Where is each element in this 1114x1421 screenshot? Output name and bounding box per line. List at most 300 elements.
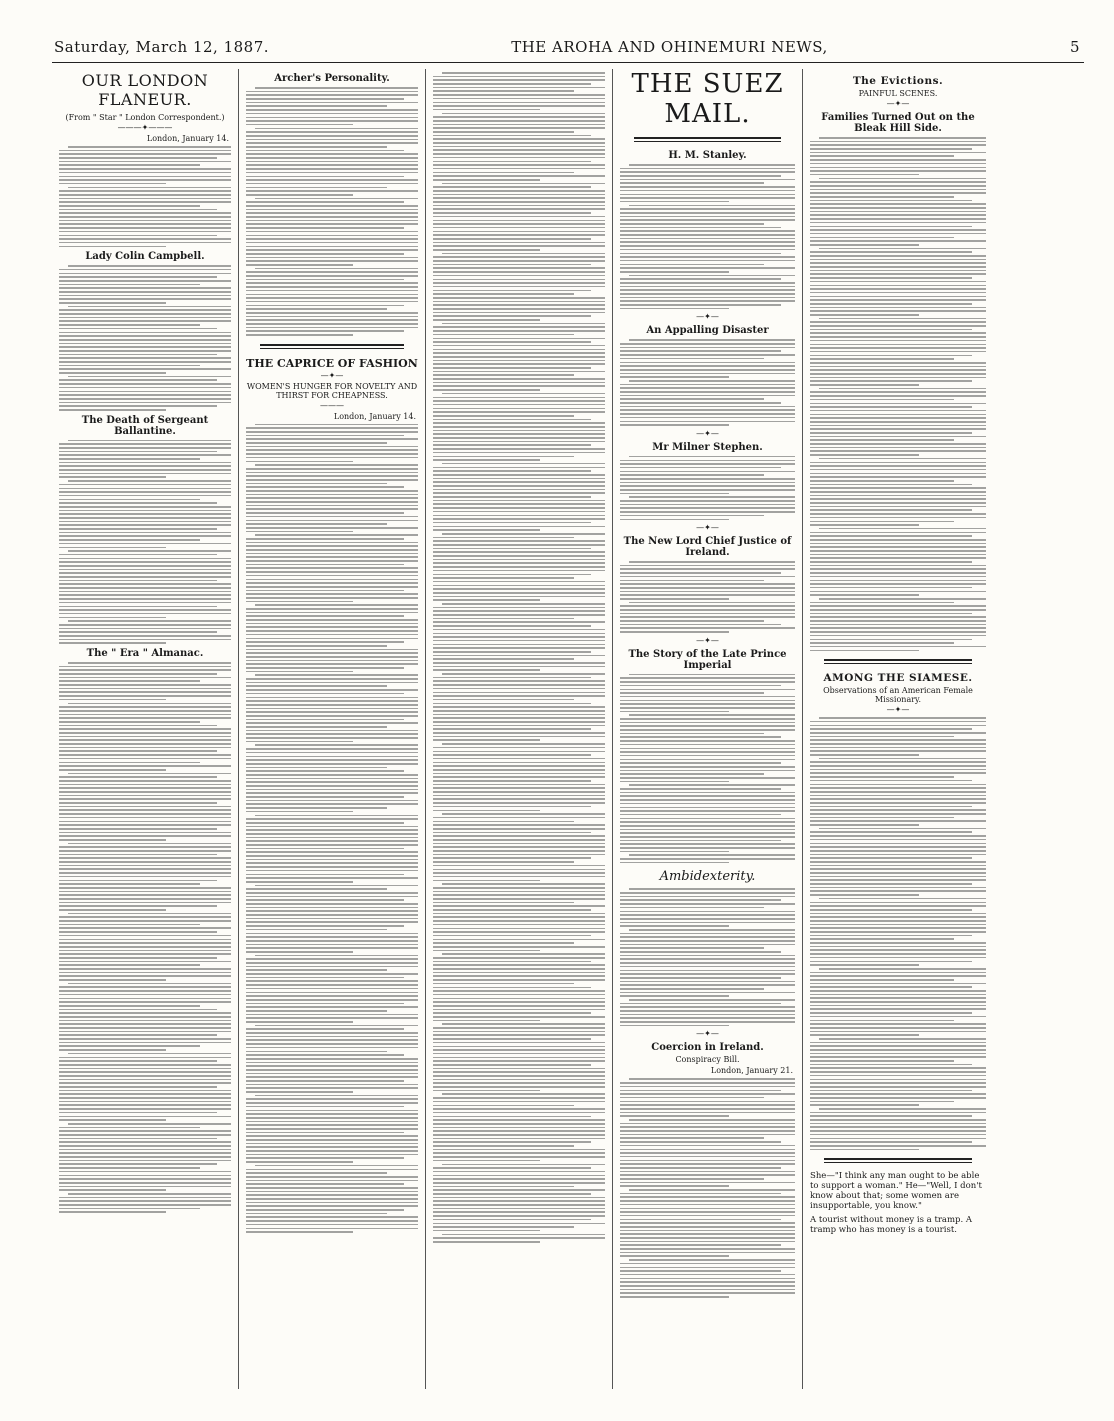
text-line — [810, 839, 986, 841]
body-text — [620, 1078, 795, 1297]
text-line — [433, 961, 591, 963]
text-line — [433, 301, 605, 303]
text-line — [433, 437, 605, 439]
text-line — [246, 789, 418, 791]
text-line — [433, 666, 605, 668]
text-line — [246, 575, 418, 577]
text-line — [810, 347, 986, 349]
text-line — [433, 544, 605, 546]
text-line — [810, 355, 972, 357]
text-line — [433, 548, 591, 550]
text-line — [433, 216, 605, 218]
text-line — [59, 946, 231, 948]
text-line — [810, 865, 986, 867]
text-line — [433, 249, 540, 251]
text-line — [246, 870, 418, 872]
text-line — [810, 395, 986, 397]
text-line — [433, 935, 591, 937]
text-line — [810, 754, 919, 756]
text-line — [620, 773, 764, 775]
text-line — [810, 303, 972, 305]
text-line — [59, 484, 231, 486]
text-line — [819, 178, 986, 180]
text-line — [59, 1152, 231, 1154]
text-line — [246, 962, 418, 964]
text-line — [620, 903, 795, 905]
text-line — [68, 146, 231, 148]
text-line — [246, 235, 418, 237]
text-line — [620, 984, 795, 986]
text-line — [68, 773, 231, 775]
text-line — [433, 433, 605, 435]
text-line — [433, 245, 605, 247]
divider: —✦— — [696, 312, 719, 322]
text-line — [620, 1104, 795, 1106]
text-line — [620, 788, 781, 790]
text-line — [246, 678, 418, 680]
article-heading-london-flaneur: OUR LONDON FLANEUR. — [81, 71, 209, 109]
text-line — [620, 836, 795, 838]
text-line — [810, 646, 986, 648]
text-line — [620, 616, 795, 618]
text-line — [620, 832, 795, 834]
text-line — [433, 90, 574, 92]
text-line — [246, 984, 418, 986]
text-line — [246, 630, 418, 632]
text-line — [246, 164, 418, 166]
text-line — [810, 226, 972, 228]
text-line — [810, 377, 986, 379]
text-line — [246, 1194, 418, 1196]
text-line — [620, 1145, 795, 1147]
text-line — [433, 784, 605, 786]
text-line — [246, 866, 418, 868]
text-line — [246, 899, 404, 901]
text-line — [810, 307, 986, 309]
text-line — [433, 732, 605, 734]
text-line — [59, 238, 231, 240]
text-line — [433, 824, 605, 826]
text-line — [620, 219, 795, 221]
text-line — [59, 602, 231, 604]
text-line — [620, 825, 795, 827]
text-line — [620, 286, 795, 288]
text-line — [620, 238, 795, 240]
text-line — [810, 450, 986, 452]
text-line — [620, 212, 795, 214]
text-line — [620, 700, 795, 702]
text-line — [246, 187, 387, 189]
text-line — [810, 565, 986, 567]
text-line — [810, 233, 986, 235]
text-line — [59, 1005, 200, 1007]
text-line — [59, 1204, 231, 1206]
text-line — [810, 953, 986, 955]
text-line — [810, 296, 986, 298]
masthead-rule — [52, 62, 1084, 63]
text-line — [246, 427, 418, 429]
text-line — [59, 769, 166, 771]
text-line — [810, 846, 986, 848]
text-line — [433, 780, 591, 782]
text-line — [620, 1285, 795, 1287]
text-line — [433, 1105, 574, 1107]
text-line — [620, 1208, 795, 1210]
text-line — [629, 380, 795, 382]
text-line — [433, 1097, 605, 1099]
text-line — [620, 777, 795, 779]
text-line — [620, 485, 795, 487]
text-line — [620, 308, 729, 310]
text-line — [810, 728, 972, 730]
text-line — [620, 1182, 795, 1184]
text-line — [59, 968, 231, 970]
text-line — [433, 751, 605, 753]
text-line — [433, 894, 605, 896]
text-line — [810, 1104, 919, 1106]
text-line — [246, 231, 418, 233]
text-line — [59, 961, 231, 963]
text-line — [620, 847, 795, 849]
text-line — [433, 680, 605, 682]
text-line — [246, 153, 418, 155]
text-line — [810, 462, 986, 464]
text-line — [810, 1049, 986, 1051]
text-line — [620, 620, 764, 622]
text-line — [59, 721, 200, 723]
text-line — [810, 650, 919, 652]
text-line — [810, 721, 986, 723]
text-line — [810, 1082, 986, 1084]
text-line — [433, 518, 605, 520]
text-line — [246, 619, 418, 621]
text-line — [433, 1215, 605, 1217]
text-line — [819, 248, 986, 250]
text-line — [810, 820, 986, 822]
text-line — [59, 313, 231, 315]
text-line — [620, 168, 795, 170]
text-line — [810, 155, 954, 157]
text-line — [810, 196, 954, 198]
text-line — [810, 961, 972, 963]
text-line — [433, 950, 540, 952]
text-line — [59, 894, 231, 896]
text-line — [810, 524, 919, 526]
text-line — [59, 868, 231, 870]
text-line — [620, 197, 795, 199]
text-line — [246, 1039, 418, 1041]
text-line — [810, 780, 972, 782]
text-line — [433, 998, 605, 1000]
text-line — [620, 725, 795, 727]
subheading-prince-imperial: The Story of the Late Prince Imperial — [628, 648, 787, 671]
text-line — [255, 815, 418, 817]
text-line — [59, 1075, 231, 1077]
text-line — [433, 806, 591, 808]
text-line — [433, 127, 605, 129]
text-line — [246, 461, 353, 463]
text-line — [59, 628, 231, 630]
text-line — [59, 699, 166, 701]
text-line — [810, 428, 986, 430]
text-line — [246, 818, 418, 820]
text-line — [433, 695, 605, 697]
text-line — [810, 251, 972, 253]
text-line — [246, 571, 418, 573]
text-line — [810, 336, 986, 338]
text-line — [433, 706, 605, 708]
text-line — [246, 1062, 418, 1064]
text-line — [810, 824, 919, 826]
text-line — [433, 242, 605, 244]
text-line — [433, 1197, 605, 1199]
text-line — [433, 810, 540, 812]
text-line — [68, 440, 231, 442]
text-line — [810, 868, 986, 870]
text-line — [246, 523, 387, 525]
text-line — [433, 710, 605, 712]
text-line — [433, 939, 605, 941]
article-source: (From " Star " London Correspondent.) — [65, 113, 225, 122]
text-line — [620, 304, 781, 306]
text-line — [433, 98, 605, 100]
text-line — [59, 684, 231, 686]
text-line — [246, 453, 418, 455]
text-line — [246, 586, 418, 588]
text-line — [810, 521, 954, 523]
text-line — [59, 972, 231, 974]
text-line — [59, 598, 231, 600]
text-line — [433, 138, 605, 140]
text-line — [810, 942, 986, 944]
text-line — [246, 305, 404, 307]
text-line — [246, 977, 404, 979]
text-line — [246, 109, 418, 111]
text-line — [433, 537, 574, 539]
text-line — [433, 227, 605, 229]
text-line — [59, 642, 166, 644]
text-line — [59, 780, 231, 782]
column-1 — [52, 69, 239, 1389]
text-line — [246, 579, 418, 581]
text-line — [59, 524, 231, 526]
text-line — [246, 951, 353, 953]
text-line — [59, 350, 231, 352]
text-line — [433, 1208, 605, 1210]
text-line — [629, 1189, 795, 1191]
text-line — [433, 330, 605, 332]
text-line — [620, 482, 795, 484]
text-line — [620, 981, 795, 983]
text-line — [59, 168, 231, 170]
text-line — [433, 1020, 540, 1022]
text-line — [59, 357, 231, 359]
text-line — [810, 554, 986, 556]
text-line — [433, 345, 605, 347]
columns — [52, 69, 1084, 1389]
text-line — [433, 102, 605, 104]
text-line — [59, 680, 200, 682]
text-line — [246, 1172, 387, 1174]
text-line — [810, 583, 986, 585]
text-line — [442, 72, 605, 74]
issue-date: Saturday, March 12, 1887. — [54, 38, 270, 56]
text-line — [442, 673, 605, 675]
subheading-archers-personality: Archer's Personality. — [274, 73, 390, 84]
text-line — [620, 1241, 795, 1243]
masthead — [52, 38, 1084, 62]
text-line — [59, 339, 231, 341]
text-line — [59, 280, 231, 282]
text-line — [433, 979, 605, 981]
text-line — [810, 159, 986, 161]
text-line — [620, 471, 795, 473]
text-line — [59, 1020, 231, 1022]
text-line — [246, 844, 418, 846]
text-line — [620, 406, 795, 408]
text-line — [255, 128, 418, 130]
text-line — [620, 293, 795, 295]
text-line — [59, 476, 166, 478]
text-line — [810, 480, 954, 482]
text-line — [59, 750, 217, 752]
text-line — [433, 1138, 605, 1140]
text-line — [59, 227, 231, 229]
text-line — [246, 770, 404, 772]
text-line — [620, 1237, 795, 1239]
text-line — [810, 1126, 986, 1128]
text-line — [810, 222, 986, 224]
text-line — [620, 1003, 781, 1005]
text-line — [620, 922, 795, 924]
text-line — [810, 1016, 986, 1018]
text-line — [246, 697, 418, 699]
text-line — [255, 1025, 418, 1027]
text-line — [59, 194, 231, 196]
text-line — [246, 468, 418, 470]
text-line — [59, 898, 231, 900]
text-line — [246, 800, 418, 802]
text-line — [433, 234, 605, 236]
text-line — [246, 1102, 418, 1104]
text-line — [59, 383, 231, 385]
body-text — [620, 888, 795, 1026]
text-line — [59, 821, 231, 823]
body-text — [246, 424, 418, 1233]
text-line — [433, 1160, 540, 1162]
text-line — [59, 806, 231, 808]
text-line — [433, 762, 605, 764]
text-line — [810, 765, 986, 767]
text-line — [433, 987, 591, 989]
text-line — [433, 876, 605, 878]
text-line — [620, 387, 795, 389]
text-line — [246, 1205, 418, 1207]
text-line — [255, 885, 418, 887]
text-line — [246, 973, 418, 975]
text-line — [59, 905, 217, 907]
text-line — [246, 1132, 404, 1134]
text-line — [59, 1093, 231, 1095]
text-line — [59, 677, 231, 679]
text-line — [433, 983, 574, 985]
text-line — [433, 928, 605, 930]
text-line — [620, 1112, 795, 1114]
text-line — [810, 332, 986, 334]
text-line — [620, 1014, 795, 1016]
text-line — [59, 758, 231, 760]
article-heading-caprice-of-fashion: THE CAPRICE OF FASHION — [246, 356, 418, 370]
text-line — [433, 408, 605, 410]
text-line — [629, 496, 795, 498]
text-line — [810, 325, 986, 327]
text-line — [433, 349, 605, 351]
text-line — [246, 671, 353, 673]
text-line — [433, 669, 540, 671]
article-heading-siamese: AMONG THE SIAMESE. — [823, 672, 973, 685]
text-line — [620, 925, 729, 927]
text-line — [59, 765, 231, 767]
text-line — [59, 854, 217, 856]
text-line — [246, 172, 418, 174]
text-line — [433, 644, 605, 646]
text-line — [810, 613, 972, 615]
text-line — [246, 689, 418, 691]
text-line — [246, 623, 418, 625]
text-line — [620, 1123, 795, 1125]
text-line — [433, 684, 605, 686]
text-line — [810, 605, 986, 607]
text-line — [620, 962, 795, 964]
section-rule — [634, 137, 781, 142]
text-line — [620, 914, 795, 916]
text-line — [433, 94, 605, 96]
text-line — [810, 532, 986, 534]
article-subheading-families: Families Turned Out on the Bleak Hill Side. — [821, 112, 975, 134]
text-line — [59, 1097, 231, 1099]
text-line — [810, 843, 986, 845]
text-line — [246, 1110, 418, 1112]
text-line — [433, 1009, 605, 1011]
text-line — [433, 397, 605, 399]
text-line — [620, 703, 795, 705]
text-line — [59, 1197, 231, 1199]
text-line — [246, 634, 418, 636]
text-line — [246, 549, 418, 551]
text-line — [433, 574, 591, 576]
text-line — [810, 591, 986, 593]
text-line — [810, 850, 986, 852]
text-line — [620, 500, 795, 502]
text-line — [442, 1234, 605, 1236]
text-line — [433, 411, 605, 413]
text-line — [433, 699, 574, 701]
text-line — [59, 802, 217, 804]
text-line — [810, 1134, 986, 1136]
text-line — [59, 1042, 231, 1044]
text-line — [442, 1023, 605, 1025]
text-line — [442, 323, 605, 325]
text-line — [433, 492, 605, 494]
text-line — [620, 1093, 795, 1095]
text-line — [433, 1116, 591, 1118]
text-line — [433, 212, 591, 214]
text-line — [810, 406, 972, 408]
article-dateline: London, January 14. — [146, 134, 229, 143]
text-line — [433, 352, 605, 354]
section-rule — [260, 344, 404, 349]
text-line — [246, 327, 418, 329]
